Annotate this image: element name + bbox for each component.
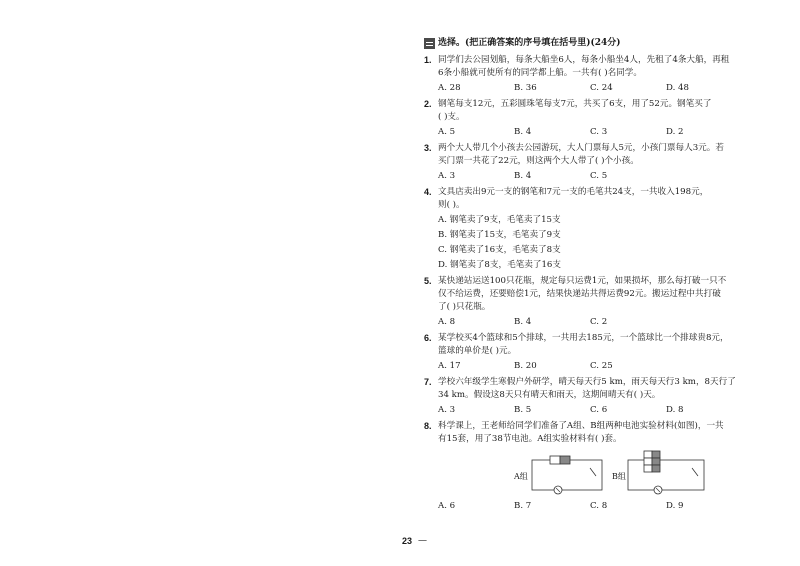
question-6 [424, 332, 776, 373]
option-a: A. 5 [438, 127, 456, 137]
question-text: 学校六年级学生寒假户外研学，晴天每天行5 km，雨天每天行3 km，8天行了 [438, 377, 736, 387]
option-c: C. 5 [590, 171, 608, 181]
section-header [424, 36, 776, 50]
battery-icon [560, 456, 570, 464]
question-text: 了( )只花瓶。 [438, 302, 491, 312]
option-b: B. 20 [514, 361, 537, 371]
question-text: ( )支。 [438, 112, 465, 122]
question-text: 某学校买4个篮球和5个排球，一共用去185元，一个篮球比一个排球贵8元， [438, 333, 729, 343]
page-number-dash: — [418, 536, 427, 546]
question-text: 6条小船就可使所有的同学都上船。一共有( )名同学。 [438, 68, 642, 78]
figure-a-label: A组 [514, 472, 528, 481]
question-text: 文具店卖出9元一支的钢笔和7元一支的毛笔共24支，一共收入198元， [438, 187, 709, 197]
question-text: 钢笔每支12元，五彩圆珠笔每支7元，共买了6支，用了52元。钢笔买了 [438, 99, 712, 109]
option-b: B. 36 [514, 83, 537, 93]
option-c: C. 3 [590, 127, 608, 137]
question-8 [424, 420, 776, 513]
option-c: C. 25 [590, 361, 613, 371]
question-number: 3. [424, 143, 432, 153]
option-c: C. 钢笔卖了16支，毛笔卖了8支 [438, 245, 561, 255]
option-d: D. 9 [666, 501, 684, 511]
switch-icon [590, 468, 596, 476]
option-b: B. 5 [514, 405, 532, 415]
option-d: D. 2 [666, 127, 684, 137]
option-c: C. 6 [590, 405, 608, 415]
option-b: B. 4 [514, 127, 532, 137]
options-row [424, 316, 776, 329]
question-number: 2. [424, 99, 432, 109]
option-a: A. 28 [438, 83, 461, 93]
page-number: 23 [402, 536, 413, 546]
question-number: 5. [424, 276, 432, 286]
options-row [424, 404, 776, 417]
option-a: A. 6 [438, 501, 456, 511]
question-7 [424, 376, 776, 417]
option-c: C. 8 [590, 501, 608, 511]
circuit-figures [424, 450, 776, 498]
option-b: B. 4 [514, 317, 532, 327]
question-text: 同学们去公园划船，每条大船坐6人，每条小船坐4人，先租了4条大船，再租 [438, 55, 730, 65]
option-d: D. 8 [666, 405, 684, 415]
question-text: 有15套，用了38节电池。A组实验材料有( )套。 [438, 434, 622, 444]
option-c: C. 2 [590, 317, 608, 327]
option-a: A. 3 [438, 405, 456, 415]
option-b: B. 7 [514, 501, 532, 511]
option-b: B. 4 [514, 171, 532, 181]
question-text: 科学课上，王老师给同学们准备了A组、B组两种电池实验材料(如图)，一共 [438, 421, 724, 431]
question-4 [424, 186, 776, 272]
option-d: D. 钢笔卖了8支，毛笔卖了16支 [438, 260, 561, 270]
question-number: 1. [424, 55, 432, 65]
options-row [424, 170, 776, 183]
question-text: 则( )。 [438, 200, 465, 210]
question-text: 两个大人带几个小孩去公园游玩，大人门票每人5元，小孩门票每人3元。若 [438, 143, 724, 153]
question-text: 买门票一共花了22元，则这两个大人带了( )个小孩。 [438, 156, 639, 166]
figure-b-label: B组 [612, 472, 626, 481]
question-number: 8. [424, 421, 432, 431]
question-3 [424, 142, 776, 183]
question-text: 仅不给运费，还要赔偿1元，结果快递站共得运费92元。搬运过程中共打破 [438, 289, 721, 299]
options-row [424, 82, 776, 95]
option-a: A. 8 [438, 317, 456, 327]
question-text: 某快递站运送100只花瓶，规定每只运费1元，如果损坏，那么每打破一只不 [438, 276, 727, 286]
option-a: A. 钢笔卖了9支，毛笔卖了15支 [438, 215, 561, 225]
question-text: 34 km。假设这8天只有晴天和雨天，这期间晴天有( )天。 [438, 390, 661, 400]
options-row [424, 126, 776, 139]
question-2 [424, 98, 776, 139]
question-number: 7. [424, 377, 432, 387]
question-section [424, 36, 776, 516]
question-5 [424, 275, 776, 329]
section-marker-icon [424, 38, 435, 49]
option-d: D. 48 [666, 83, 689, 93]
option-a: A. 17 [438, 361, 461, 371]
question-text: 篮球的单价是( )元。 [438, 346, 517, 356]
battery-icon [550, 456, 560, 464]
option-c: C. 24 [590, 83, 613, 93]
question-number: 4. [424, 187, 432, 197]
circuit-a-diagram [528, 454, 608, 496]
circuit-b-diagram [624, 450, 710, 496]
question-1 [424, 54, 776, 95]
options-row [424, 360, 776, 373]
question-number: 6. [424, 333, 432, 343]
options-row [424, 500, 776, 513]
option-b: B. 钢笔卖了15支，毛笔卖了9支 [438, 230, 561, 240]
section-title: 选择。(把正确答案的序号填在括号里)(24分) [438, 37, 621, 48]
option-a: A. 3 [438, 171, 456, 181]
